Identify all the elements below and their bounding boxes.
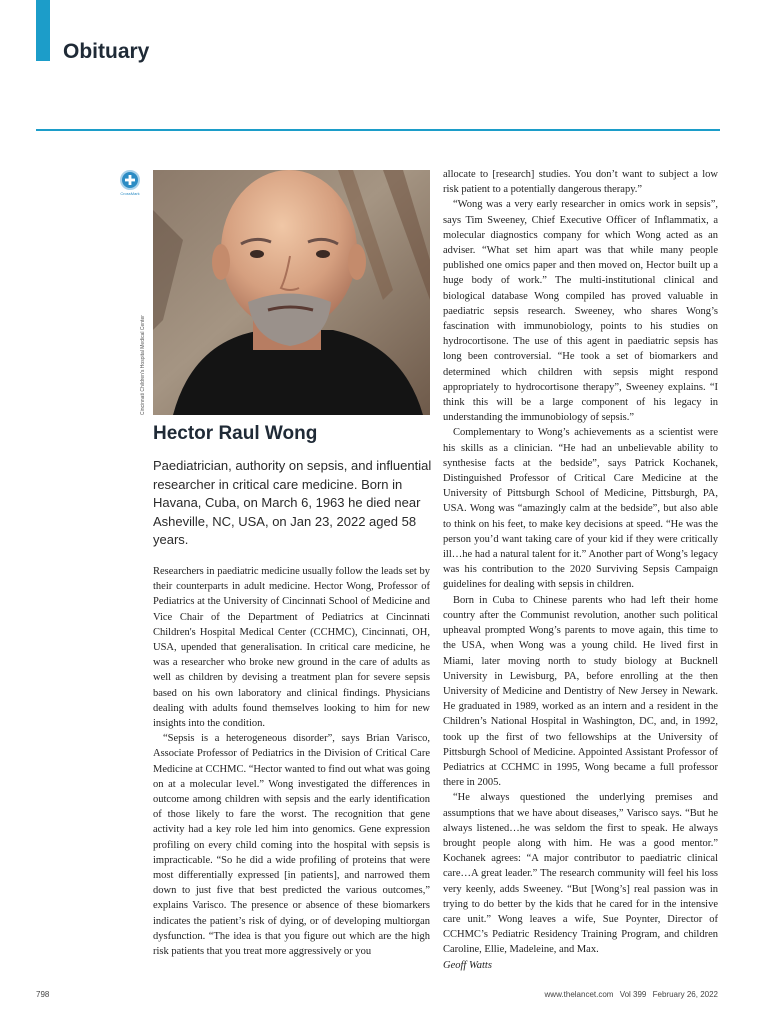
article-paragraph: “Sepsis is a heterogeneous disorder”, says Brian Varisco, Associate Professor of Pediatrics in the Division of Critical Care Medicine at CCHMC. “Hector wanted to find out what was going on at a molecular level.” Wong investigated the differences in outcome among children with sepsis and the early identification of those likely to fare the worst. The recognition that gene activity had a key role led him into genomics. Gene expression profiling on every child coming into the hospital with sepsis is impracticable. “So he did a wide profiling of proteins that were most differentially expressed [in patients], and narrowed them down to just five that best predicted the various outcomes,” explains Varisco. The presence or absence of these biomarkers indicates the patient’s risk of dying, or of developing multiorgan dysfunction. “The idea is that you figure out which are the high risk patients that you treat more aggressively or you: [153, 733, 430, 958]
journal-footer: [541, 990, 718, 999]
page-number: 798: [36, 990, 50, 999]
article-paragraph: Complementary to Wong’s achievements as a scientist were his skills as a clinician. “He had an unbelievable ability to synthesise facts at the bedside”, says Patrick Kochanek, Distinguished Professor of Critical Care Medicine at the University of Pittsburgh School of Medicine, Pittsburgh, PA, USA. Wong was “amazingly calm at the bedside”, but also able to think on his feet, to make key decisions at speed. “He was the person you’d want taking care of your kid if they were critically ill…he had a natural talent for it.” Another part of Wong’s legacy was his contribution to the 2020 Surviving Sepsis Campaign guidelines for dealing with sepsis in children.: [443, 427, 718, 591]
article-paragraph: “He always questioned the underlying premises and assumptions that we have about diseases,” Varisco says. “But he always listened…he was seldom the first to speak. He always brought people along with him. He was a good mentor.” Kochanek agrees: “A major contributor to paediatric clinical care…A great leader.” The research community will feel his loss very keenly, adds Sweeney. “But [Wong’s] real passion was in trying to do better by the kids that he cared for in the intensive care unit.” Wong leaves a wife, Sue Poynter, Director of CCHMC’s Pediatric Residency Training Program, and children Caroline, Ellie, Madeleine, and Max.: [443, 792, 718, 956]
crossmark-label: CrossMark: [120, 191, 140, 196]
portrait-photo: [153, 170, 430, 415]
article-paragraph: Born in Cuba to Chinese parents who had left their home country after the Communist revolution, another such political upheaval prompted Wong’s parents to move again, this time to the USA, when Wong was a young child. He lived first in Miami, later moving north to study biology at Bucknell University in Lewisburg, PA, before enrolling at the then University of Medicine and Dentistry of New Jersey in Newark. He graduated in 1989, worked as an intern and a resident in the Children’s National Hospital in Washington, DC, and, in 1992, took up the first of two fellowships at the University of Pittsburgh School of Medicine. Appointed Assistant Professor of Pediatrics at CCHMC in 1995, Wong became a full professor there in 2005.: [443, 594, 718, 789]
crossmark-badge[interactable]: [117, 170, 143, 196]
article-paragraph: Researchers in paediatric medicine usually follow the leads set by their counterparts in adult medicine. Hector Wong, Professor of Pediatrics at the University of Cincinnati School of Medicine and Vice Chair of the Department of Pediatrics at Cincinnati Children's Hospital Medical Center (CCHMC), Cincinnati, OH, USA, upended that generalisation. In critical care medicine, he was a researcher who broke new ground in the care of adults as well as children by devising a treatment plan for severe sepsis based on his own laboratory and clinical findings. Physicians dealing with adults found themselves looking to him for new insights into the condition.: [153, 566, 430, 730]
photo-credit: Cincinnati Children's Hospital Medical Center: [140, 315, 146, 415]
article-column-right: [443, 167, 718, 973]
journal-volume: Vol 399: [619, 990, 647, 999]
author-name: Geoff Watts: [443, 959, 492, 971]
header-rule: [36, 129, 720, 131]
header-accent-bar: [36, 0, 50, 61]
article-column-left: [153, 564, 430, 959]
section-title: Obituary: [63, 40, 150, 63]
journal-website-link[interactable]: www.thelancet.com: [544, 990, 614, 999]
crossmark-icon: [124, 174, 136, 186]
obituary-summary: Paediatrician, authority on sepsis, and influential researcher in critical care medicine. Born in Havana, Cuba, on March 6, 1963 he died near Asheville, NC, USA, on Jan 23, 2022 aged 58 years.: [153, 458, 432, 547]
article-paragraph: allocate to [research] studies. You don’t want to subject a low risk patient to a potentially dangerous therapy.”: [443, 169, 718, 196]
obituary-name: Hector Raul Wong: [153, 423, 318, 444]
article-paragraph: “Wong was a very early researcher in omics work in sepsis”, says Tim Sweeney, Chief Executive Officer of Inflammatix, a molecular diagnostics company for which Wong acted as an adviser. “What set him apart was that while many people published one omics paper and then moved on, Hector built up a huge body of work.” The multi-institutional clinical and biological database Wong compiled has proved valuable in paediatric sepsis research. Sweeney, who shares Wong’s fascination with immunobiology, points to his studies on hydrocortisone. The use of this agent in paediatric sepsis has long been controversial. “He took a set of biomarkers and determined which children with sepsis might respond appropriately to hydrocortisone therapy”, Sweeney explains. “I think this will be a large component of his legacy in understanding the immunobiology of sepsis.”: [443, 199, 718, 424]
issue-date: February 26, 2022: [652, 990, 718, 999]
